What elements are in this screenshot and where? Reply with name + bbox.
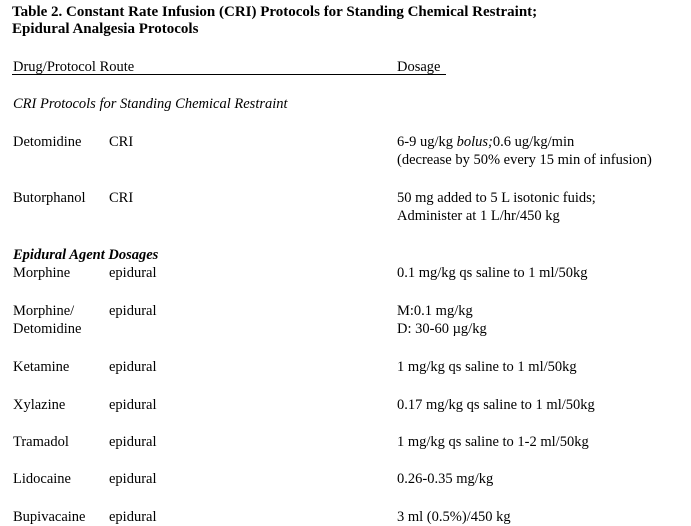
dosage (397, 302, 487, 338)
dosage: 0.17 mg/kg qs saline to 1 ml/50kg (397, 397, 595, 413)
section-heading-cri: CRI Protocols for Standing Chemical Restraint (13, 96, 288, 112)
dosage: 1 mg/kg qs saline to 1 ml/50kg (397, 359, 577, 375)
dosage-text: 0.6 ug/kg/min (492, 134, 575, 150)
route: CRI (109, 190, 134, 206)
dosage-line-2: Administer at 1 L/hr/450 kg (397, 208, 560, 224)
drug-name: Morphine (13, 265, 71, 281)
route: CRI (109, 134, 134, 150)
drug-name: Xylazine (13, 397, 66, 413)
table-title-line-1: Table 2. Constant Rate Infusion (CRI) Protocols for Standing Chemical Restraint; (12, 4, 538, 20)
route: epidural (109, 265, 157, 281)
drug-name: Lidocaine (13, 471, 71, 487)
dosage: 0.1 mg/kg qs saline to 1 ml/50kg (397, 265, 588, 281)
route: epidural (109, 434, 157, 450)
drug-name-line-2: Detomidine (13, 321, 82, 337)
dosage: 3 ml (0.5%)/450 kg (397, 509, 511, 525)
dosage-line-1: 50 mg added to 5 L isotonic fuids; (397, 190, 596, 206)
drug-name: Ketamine (13, 359, 70, 375)
drug-name: Detomidine (13, 134, 82, 150)
route: epidural (109, 471, 157, 487)
table-title-line-2: Epidural Analgesia Protocols (12, 21, 199, 37)
dosage-text: 6-9 ug/kg (397, 134, 457, 150)
route: epidural (109, 397, 157, 413)
column-header-dosage: Dosage (397, 59, 441, 75)
table-title (12, 4, 537, 38)
drug-name: Tramadol (13, 434, 69, 450)
section-heading-epidural: Epidural Agent Dosages (13, 247, 159, 263)
dosage-italic-text: bolus; (456, 134, 493, 150)
drug-name: Butorphanol (13, 190, 86, 206)
drug-name (13, 302, 81, 338)
header-underline (12, 74, 446, 75)
dosage (397, 133, 652, 169)
dosage (397, 189, 596, 225)
dosage-line-2: D: 30-60 µg/kg (397, 321, 487, 337)
route: epidural (109, 303, 157, 319)
dosage: 1 mg/kg qs saline to 1-2 ml/50kg (397, 434, 589, 450)
drug-name: Bupivacaine (13, 509, 86, 525)
dosage: 0.26-0.35 mg/kg (397, 471, 494, 487)
column-header-drug-route: Drug/Protocol Route (13, 59, 135, 75)
dosage-line-1 (397, 133, 652, 151)
dosage-line-2: (decrease by 50% every 15 min of infusion) (397, 152, 652, 168)
dosage-line-1: M:0.1 mg/kg (397, 303, 473, 319)
drug-name-line-1: Morphine/ (13, 303, 75, 319)
route: epidural (109, 509, 157, 525)
route: epidural (109, 359, 157, 375)
